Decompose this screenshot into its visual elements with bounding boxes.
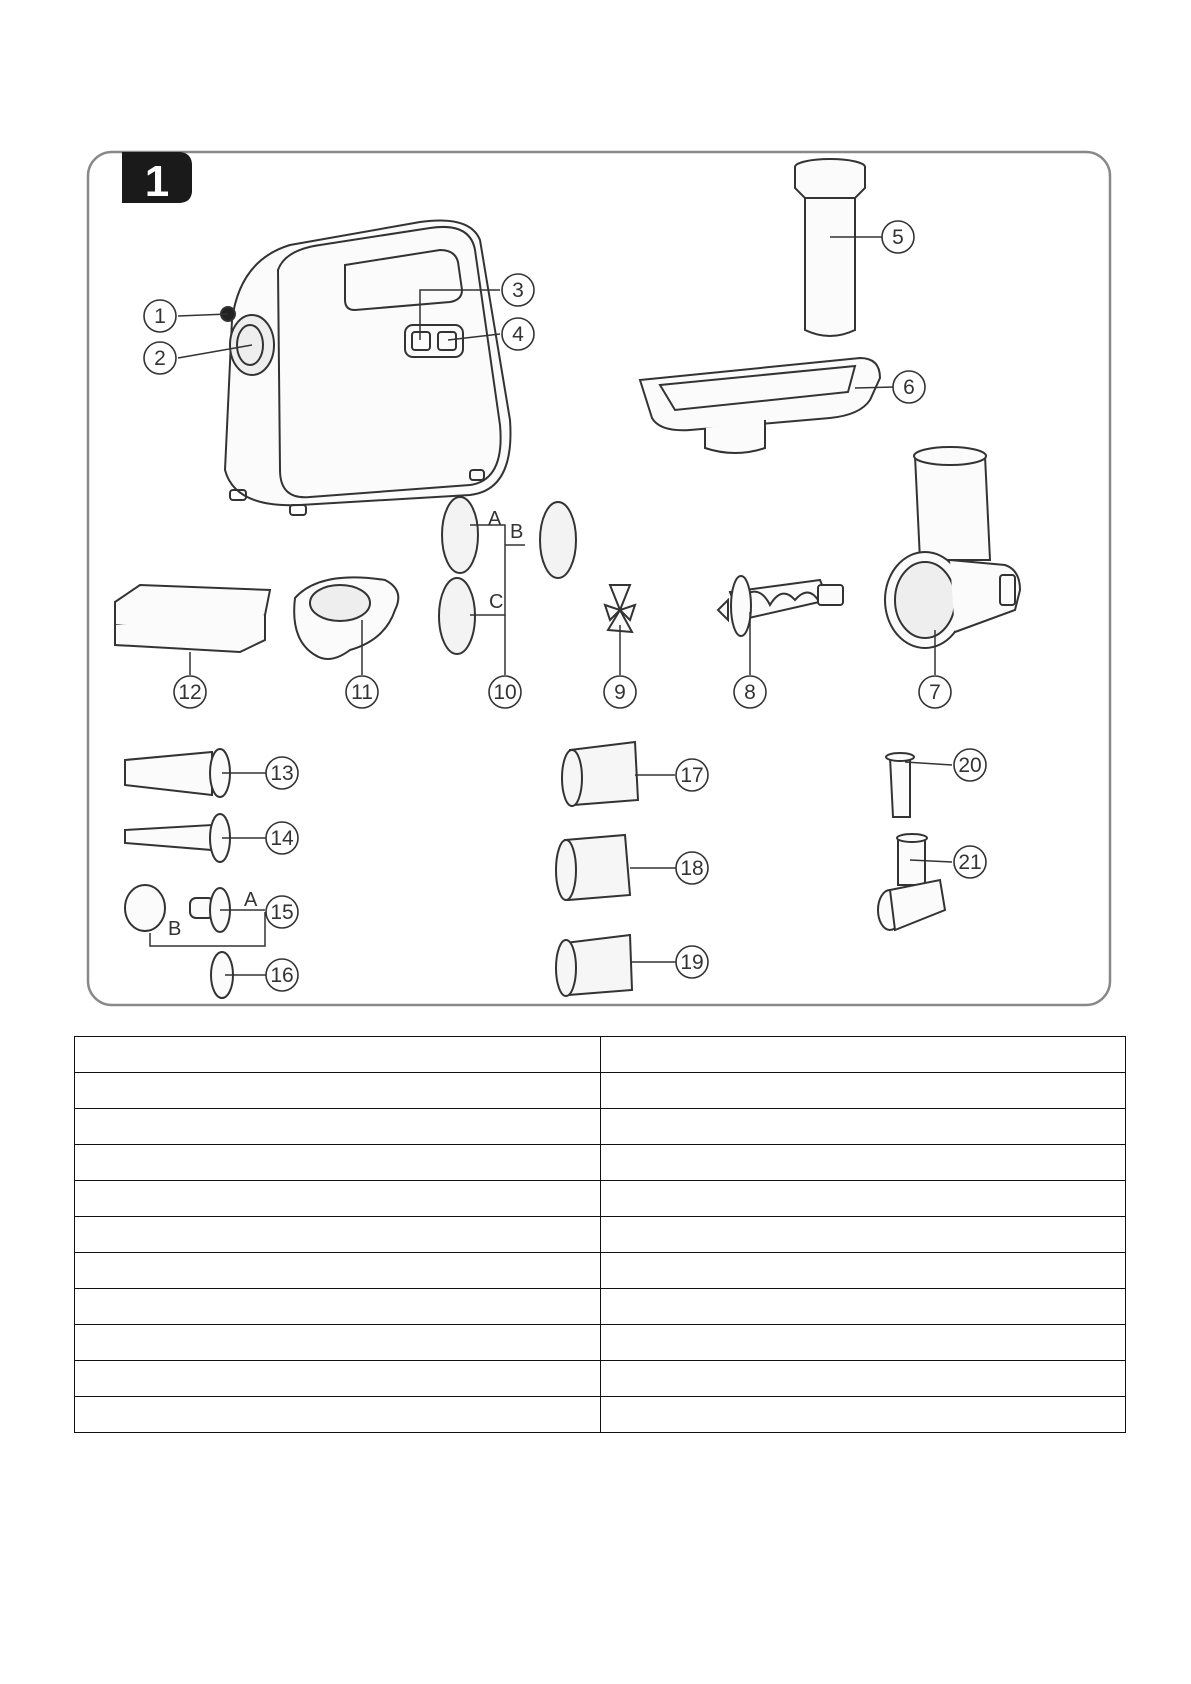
table-cell: [600, 1037, 1126, 1073]
callout-number: 13: [270, 762, 294, 785]
callout-number: 16: [270, 964, 294, 987]
ring-nut: [294, 577, 398, 659]
callout-number: 3: [512, 279, 524, 302]
table-row: [75, 1289, 1126, 1325]
figure-badge: [122, 152, 192, 206]
callout-7: [919, 676, 951, 708]
table-cell: [75, 1397, 601, 1433]
callout-number: 11: [351, 681, 373, 704]
callout-number: 7: [929, 681, 941, 704]
table-cell: [600, 1325, 1126, 1361]
callout-number: 10: [493, 681, 517, 704]
motor-unit: [221, 220, 511, 515]
callout-number: 8: [744, 681, 756, 704]
callout-11: [346, 676, 378, 708]
callout-19: [676, 946, 708, 978]
table-cell: [75, 1361, 601, 1397]
callout-number: 9: [614, 681, 626, 704]
table-cell: [75, 1253, 601, 1289]
table-row: [75, 1397, 1126, 1433]
table-row: [75, 1253, 1126, 1289]
table-row: [75, 1361, 1126, 1397]
callout-number: 14: [270, 827, 294, 850]
cutting-blade: [605, 585, 635, 632]
table-cell: [600, 1253, 1126, 1289]
table-row: [75, 1181, 1126, 1217]
callout-8: [734, 676, 766, 708]
kibbe-label-a: A: [244, 889, 258, 911]
plate-label-b: B: [510, 521, 524, 543]
callout-number: 21: [958, 851, 982, 874]
callout-number: 18: [680, 857, 704, 880]
callout-14: [266, 822, 298, 854]
table-cell: [600, 1397, 1126, 1433]
table-cell: [75, 1145, 601, 1181]
kibbe-attachment: [125, 885, 233, 998]
plate-label-a: A: [488, 508, 502, 530]
callout-2: [144, 342, 176, 374]
table-row: [75, 1109, 1126, 1145]
callout-1: [144, 300, 176, 332]
figure-badge-number: 1: [144, 157, 170, 206]
table-row: [75, 1217, 1126, 1253]
table-cell: [75, 1217, 601, 1253]
callout-17: [676, 759, 708, 791]
grinder-head: [885, 447, 1020, 648]
callout-21: [954, 846, 986, 878]
table-cell: [75, 1037, 601, 1073]
slicing-drums: [556, 742, 638, 996]
table-cell: [75, 1109, 601, 1145]
table-cell: [75, 1325, 601, 1361]
parts-table: [74, 1036, 1126, 1433]
table-cell: [75, 1181, 601, 1217]
table-cell: [600, 1361, 1126, 1397]
callout-number: 17: [680, 764, 704, 787]
callout-3: [502, 274, 534, 306]
callout-number: 1: [154, 305, 166, 328]
mincing-plates: [439, 497, 576, 654]
plate-label-c: C: [489, 591, 504, 613]
kibbe-label-b: B: [168, 918, 182, 940]
callout-9: [604, 676, 636, 708]
table-cell: [600, 1181, 1126, 1217]
callout-5: [882, 221, 914, 253]
callout-number: 4: [512, 323, 524, 346]
pusher: [795, 159, 865, 336]
callout-number: 15: [270, 901, 294, 924]
callout-18: [676, 852, 708, 884]
callout-10: [489, 676, 521, 708]
table-cell: [600, 1217, 1126, 1253]
callout-16: [266, 959, 298, 991]
table-row: [75, 1073, 1126, 1109]
callout-number: 2: [154, 347, 166, 370]
callout-number: 19: [680, 951, 704, 974]
sub-labels: [168, 508, 523, 940]
slicer-attachment: [878, 753, 945, 930]
food-tray: [640, 358, 880, 453]
table-cell: [75, 1073, 601, 1109]
table-cell: [600, 1073, 1126, 1109]
callout-20: [954, 749, 986, 781]
callout-15: [266, 896, 298, 928]
callout-number: 5: [892, 226, 904, 249]
callout-13: [266, 757, 298, 789]
table-cell: [600, 1109, 1126, 1145]
table-row: [75, 1037, 1126, 1073]
table-row: [75, 1325, 1126, 1361]
callout-number: 6: [903, 376, 915, 399]
storage-box: [115, 585, 270, 652]
callout-12: [174, 676, 206, 708]
callout-4: [502, 318, 534, 350]
table-row: [75, 1145, 1126, 1181]
table-cell: [600, 1145, 1126, 1181]
table-cell: [600, 1289, 1126, 1325]
callout-6: [893, 371, 925, 403]
table-cell: [75, 1289, 601, 1325]
auger: [718, 576, 843, 636]
sausage-tubes: [125, 749, 230, 862]
callout-number: 20: [958, 754, 982, 777]
callout-number: 12: [178, 681, 202, 704]
